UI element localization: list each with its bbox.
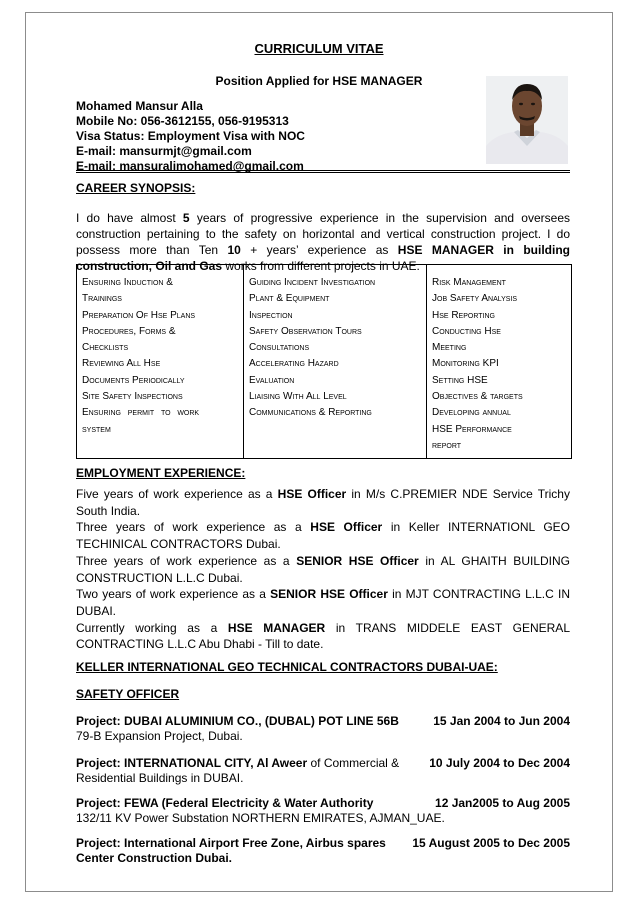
skill-item: Conducting Hse: [432, 325, 501, 337]
project-detail: Center Construction Dubai.: [76, 851, 233, 865]
candidate-name: Mohamed Mansur Alla: [76, 99, 203, 113]
skill-item: Inspection: [249, 309, 293, 321]
skill-item: Job Safety Analysis: [432, 293, 518, 305]
project-detail: Residential Buildings in DUBAI.: [76, 771, 244, 785]
career-synopsis-text: I do have almost 5 years of progressive experience in the supervision and oversees construction pertaining to the safety on horizontal and vertical construction project. I do possess more than Ten 10 + years’ experience as HSE MANAGER in building construction, Oil and Gas works from different projects in UAE.: [76, 211, 570, 273]
employment-line: DUBAI.: [76, 603, 117, 618]
email-primary: E-mail: mansurmjt@gmail.com: [76, 144, 252, 158]
document-title: CURRICULUM VITAE: [254, 41, 384, 56]
skills-column-3: [427, 265, 572, 459]
skill-item: Consultations: [249, 342, 310, 354]
employment-line: CONSTRUCTION L.L.C Dubai.: [76, 570, 243, 585]
skill-item: Documents Periodically: [82, 374, 185, 386]
skill-item: Plant & Equipment: [249, 293, 330, 305]
project-dates: 12 Jan2005 to Aug 2005: [435, 796, 570, 810]
skill-item: Preparation Of Hse Plans: [82, 309, 196, 321]
skill-item: Risk Management: [432, 277, 506, 288]
project-dates: 15 August 2005 to Dec 2005: [412, 836, 570, 850]
project-entry: [76, 796, 570, 826]
employment-line: Three years of work experience as a HSE Officer in Keller INTERNATIONL GEO: [76, 520, 570, 535]
employment-list: [76, 486, 570, 653]
visa-status: Visa Status: Employment Visa with NOC: [76, 129, 305, 143]
skill-item: Safety Observation Tours: [249, 325, 362, 337]
employment-line: Five years of work experience as a HSE Officer in M/s C.PREMIER NDE Service Trichy: [76, 487, 570, 501]
project-name: Project: FEWA (Federal Electricity & Water Authority: [76, 796, 374, 810]
skill-item: Procedures, Forms &: [82, 325, 176, 337]
skill-item: Meeting: [432, 342, 467, 354]
profile-photo: [486, 76, 568, 164]
employment-line: Two years of work experience as a SENIOR HSE Officer in MJT CONTRACTING L.L.C IN: [76, 587, 570, 602]
divider-line: [76, 170, 570, 171]
skill-item: Evaluation: [249, 374, 295, 386]
position-applied: Position Applied for HSE MANAGER: [215, 74, 423, 88]
project-dates: 15 Jan 2004 to Jun 2004: [433, 714, 570, 728]
employment-line: Three years of work experience as a SENIOR HSE Officer in AL GHAITH BUILDING: [76, 553, 570, 568]
skill-item: Hse Reporting: [432, 309, 495, 321]
project-entry: [76, 714, 570, 744]
skill-item: Trainings: [82, 293, 122, 305]
skill-item: Monitoring KPI: [432, 358, 499, 370]
skill-item: Site Safety Inspections: [82, 391, 183, 403]
skill-item: Developing annual: [432, 407, 511, 419]
skill-item: Setting HSE: [432, 374, 488, 386]
project-name: Project: INTERNATIONAL CITY, Al Aweer: [76, 756, 308, 770]
divider-line: [76, 172, 570, 173]
skill-item: report: [432, 439, 462, 451]
project-name-rest: of Commercial &: [307, 756, 400, 770]
project-entry: [76, 836, 570, 866]
skills-column-1: [77, 265, 244, 459]
skill-item: HSE Performance: [432, 423, 512, 435]
skills-table: [76, 264, 572, 459]
project-name: Project: International Airport Free Zone, Airbus spares: [76, 836, 386, 850]
project-dates: 10 July 2004 to Dec 2004: [429, 756, 570, 770]
mobile-number: Mobile No: 056-3612155, 056-9195313: [76, 114, 289, 128]
employment-line: CONTRACTING L.L.C Abu Dhabi - Till to date.: [76, 637, 324, 652]
career-synopsis-heading: CAREER SYNOPSIS:: [76, 181, 196, 195]
skill-item: system: [82, 423, 111, 435]
skill-item: Ensuring permit to work: [82, 407, 200, 419]
contact-block: [76, 99, 476, 174]
project-detail: 79-B Expansion Project, Dubai.: [76, 729, 243, 743]
skills-column-2: [244, 265, 427, 459]
safety-officer-heading: SAFETY OFFICER: [76, 687, 180, 701]
project-detail: 132/11 KV Power Substation NORTHERN EMIRATES, AJMAN_UAE.: [76, 811, 445, 825]
skill-item: Objectives & targets: [432, 391, 523, 403]
project-entry: [76, 756, 570, 786]
skill-item: Checklists: [82, 342, 129, 354]
keller-heading: KELLER INTERNATIONAL GEO TECHNICAL CONTRACTORS DUBAI-UAE:: [76, 660, 498, 674]
email-secondary: E-mail: mansuralimohamed@gmail.com: [76, 159, 304, 173]
employment-line: South India.: [76, 503, 141, 518]
employment-line: TECHINICAL CONTRACTORS Dubai.: [76, 537, 281, 552]
skill-item: Guiding Incident Investigation: [249, 277, 376, 288]
employment-heading: EMPLOYMENT EXPERIENCE:: [76, 466, 246, 480]
skill-item: Ensuring Induction &: [82, 277, 173, 288]
skill-item: Communications & Reporting: [249, 407, 372, 419]
skill-item: Accelerating Hazard: [249, 358, 339, 370]
project-name: Project: DUBAI ALUMINIUM CO., (DUBAL) POT LINE 56B: [76, 714, 399, 728]
skill-item: Reviewing All Hse: [82, 358, 161, 370]
employment-line: Currently working as a HSE MANAGER in TRANS MIDDELE EAST GENERAL: [76, 620, 570, 635]
skill-item: Liaising With All Level: [249, 391, 347, 403]
